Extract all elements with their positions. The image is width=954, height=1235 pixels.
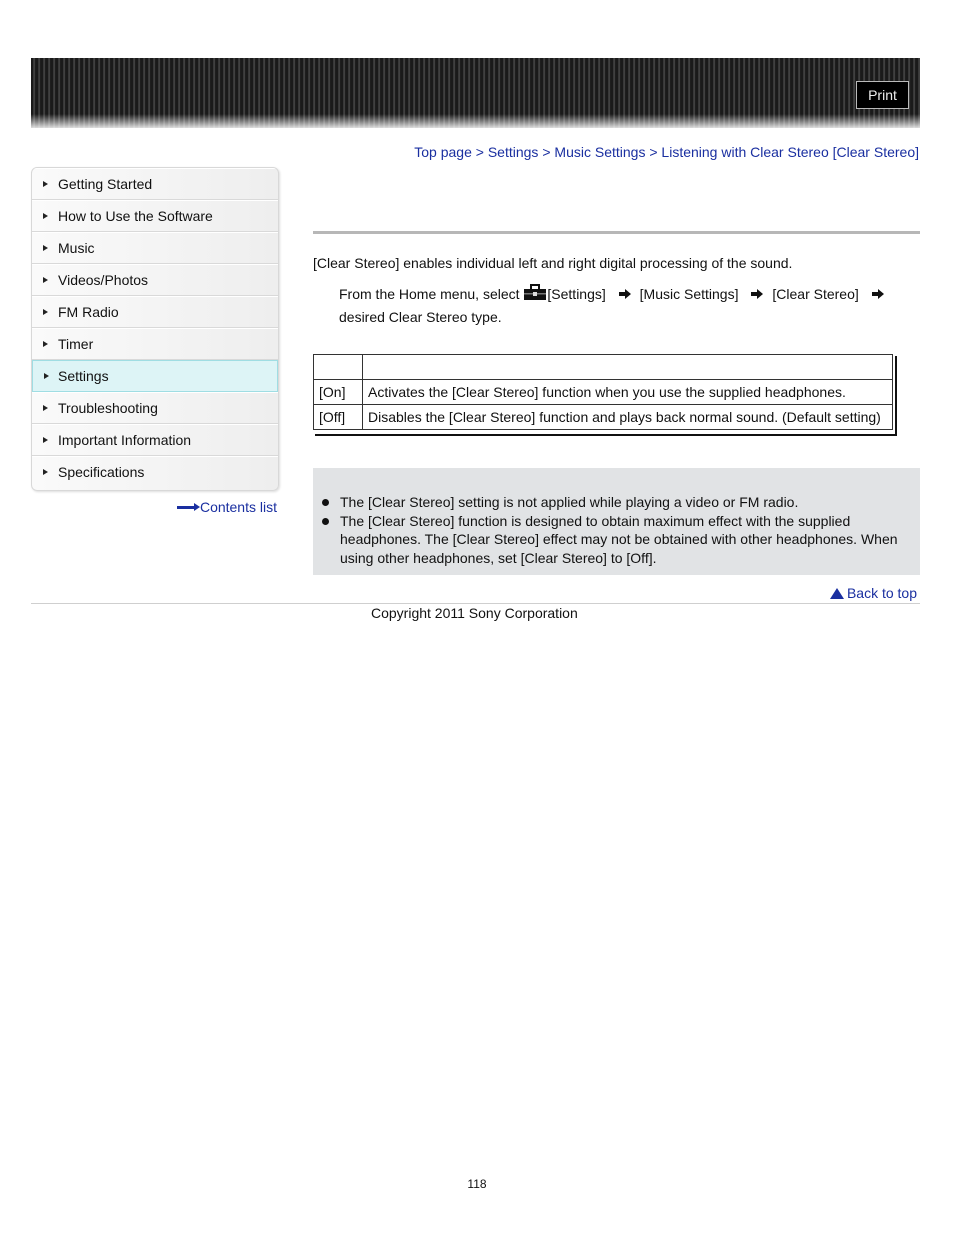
sidebar-item-label: Timer — [58, 336, 94, 352]
toolbox-settings-icon — [523, 284, 547, 301]
sidebar-item-label: Troubleshooting — [58, 400, 158, 416]
table-header-description — [363, 355, 893, 380]
sidebar-item-label: Settings — [58, 368, 109, 384]
copyright-text: Copyright 2011 Sony Corporation — [371, 605, 578, 621]
triangle-up-icon — [830, 588, 844, 599]
table-cell-option: [Off] — [314, 405, 363, 430]
arrow-right-icon — [750, 284, 764, 296]
triangle-right-icon — [43, 213, 48, 219]
options-table — [313, 354, 893, 430]
note-text: The [Clear Stereo] setting is not applied while playing a video or FM radio. — [340, 494, 799, 510]
sidebar-item-label: Important Information — [58, 432, 192, 448]
breadcrumb-link-music-settings[interactable]: Music Settings — [554, 144, 646, 160]
step-clear-stereo: [Clear Stereo] — [772, 286, 859, 302]
breadcrumb-link-current-page[interactable]: Listening with Clear Stereo [Clear Stereo] — [661, 144, 919, 160]
intro-text: [Clear Stereo] enables individual left and right digital processing of the sound. — [313, 255, 793, 271]
breadcrumb-link-top-page[interactable]: Top page — [414, 144, 472, 160]
table-cell-option: [On] — [314, 380, 363, 405]
sidebar-item-specifications[interactable] — [32, 456, 278, 490]
table-row — [314, 380, 893, 405]
back-to-top-link[interactable] — [830, 585, 917, 601]
arrow-right-icon — [871, 284, 885, 296]
triangle-right-icon — [43, 309, 48, 315]
table-row — [314, 405, 893, 430]
footer-divider — [31, 603, 920, 604]
print-button[interactable]: Print — [856, 81, 909, 109]
triangle-right-icon — [43, 437, 48, 443]
triangle-right-icon — [43, 341, 48, 347]
sidebar-nav — [31, 167, 279, 491]
contents-list-label: Contents list — [199, 499, 277, 515]
table-header-row — [314, 355, 893, 380]
page-number: 118 — [467, 1177, 487, 1191]
triangle-right-icon — [43, 245, 48, 251]
bullet-icon — [322, 499, 329, 506]
contents-list-link[interactable] — [177, 499, 277, 515]
triangle-right-icon — [43, 277, 48, 283]
sidebar-item-label: FM Radio — [58, 304, 119, 320]
breadcrumb-separator: > — [542, 144, 551, 160]
header-banner — [31, 58, 920, 128]
table-header-option — [314, 355, 363, 380]
step-prefix: From the Home menu, select — [339, 286, 520, 302]
sidebar-item-music[interactable] — [32, 232, 278, 264]
note-text: The [Clear Stereo] function is designed to obtain maximum effect with the supplied headphones. The [Clear Stereo] effect may not be obtained with other headphones. When using other headphones, set [Clear Stereo] to [Off]. — [340, 512, 898, 566]
sidebar-item-getting-started[interactable] — [32, 168, 278, 200]
sidebar-item-important-information[interactable] — [32, 424, 278, 456]
list-item — [340, 493, 910, 512]
breadcrumb-separator: > — [649, 144, 658, 160]
sidebar-item-settings[interactable] — [32, 360, 278, 392]
sidebar-item-label: Getting Started — [58, 176, 153, 192]
triangle-right-icon — [44, 373, 49, 379]
breadcrumb-link-settings[interactable]: Settings — [487, 144, 539, 160]
sidebar-item-label: Specifications — [58, 464, 145, 480]
table-cell-description: Activates the [Clear Stereo] function when you use the supplied headphones. — [363, 380, 893, 405]
sidebar-item-label: Music — [58, 240, 95, 256]
triangle-right-icon — [43, 405, 48, 411]
step-settings: [Settings] — [547, 286, 606, 302]
back-to-top-label: Back to top — [846, 585, 917, 601]
arrow-right-icon — [177, 506, 197, 509]
table-cell-description: Disables the [Clear Stereo] function and plays back normal sound. (Default setting) — [363, 405, 893, 430]
sidebar-item-videos-photos[interactable] — [32, 264, 278, 296]
breadcrumb — [414, 144, 919, 160]
procedure-step — [339, 283, 899, 329]
sidebar-item-label: Videos/Photos — [58, 272, 149, 288]
bullet-icon — [322, 518, 329, 525]
triangle-right-icon — [43, 469, 48, 475]
title-divider — [313, 231, 920, 234]
step-music-settings: [Music Settings] — [639, 286, 739, 302]
note-list — [340, 493, 910, 567]
sidebar-item-label: How to Use the Software — [58, 208, 213, 224]
sidebar-item-timer[interactable] — [32, 328, 278, 360]
arrow-right-icon — [618, 284, 632, 296]
sidebar-item-fm-radio[interactable] — [32, 296, 278, 328]
list-item — [340, 512, 910, 568]
triangle-right-icon — [43, 181, 48, 187]
sidebar-item-how-to-use-software[interactable] — [32, 200, 278, 232]
sidebar-item-troubleshooting[interactable] — [32, 392, 278, 424]
step-suffix: desired Clear Stereo type. — [339, 309, 502, 325]
breadcrumb-separator: > — [475, 144, 484, 160]
